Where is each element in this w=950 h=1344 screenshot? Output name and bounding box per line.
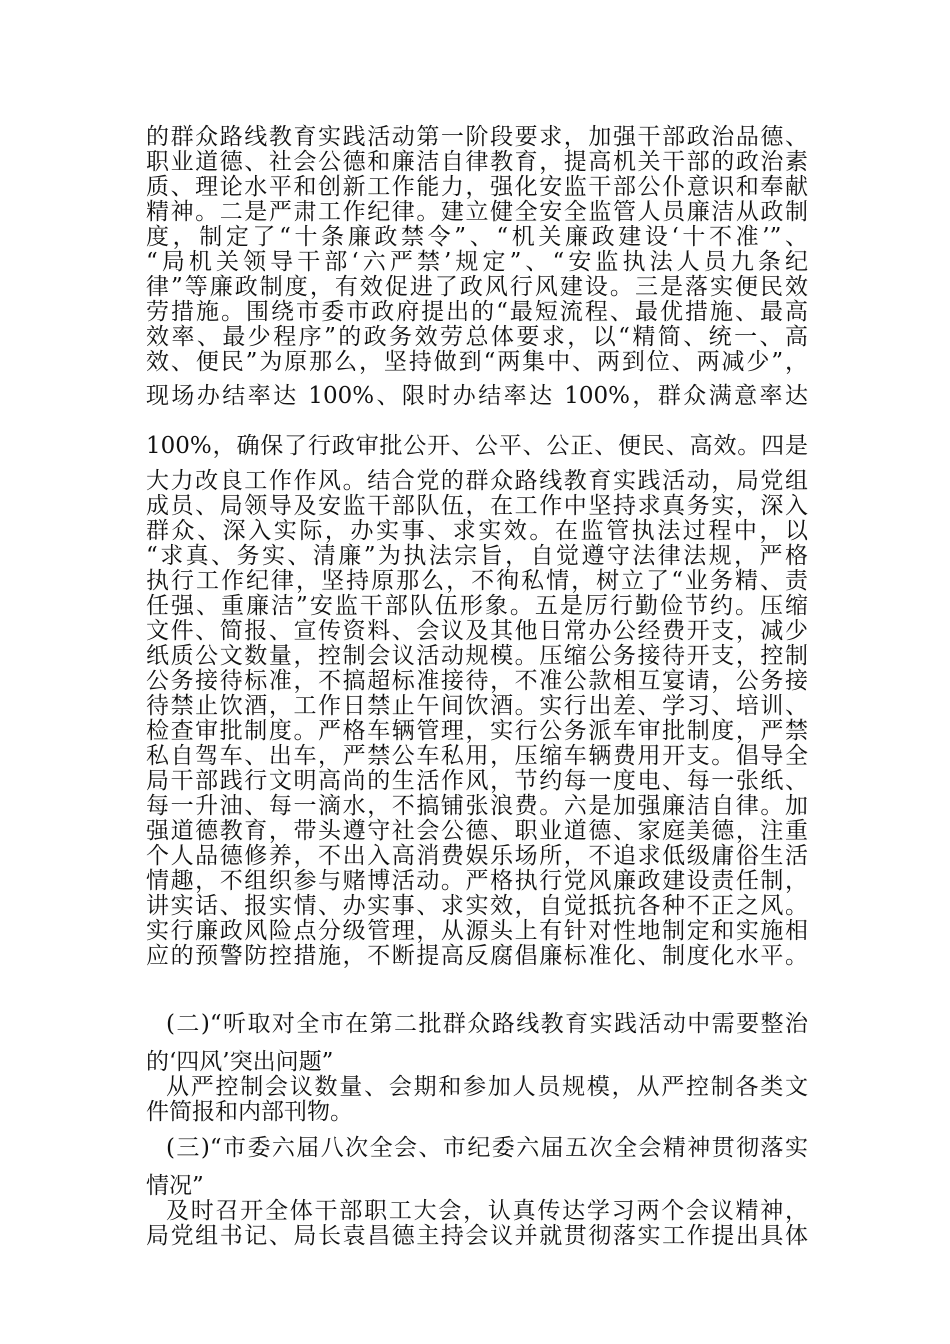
text-line: 100%，确保了行政审批公开、公平、公正、便民、高效。四是: [146, 433, 808, 459]
text-line: 局干部践行文明高尚的生活作风，节约每一度电、每一张纸、: [146, 768, 808, 794]
text-line: 律”等廉政制度，有效促进了政风行风建设。三是落实便民效: [146, 274, 808, 300]
section-heading-3: [146, 1136, 808, 1161]
text-line: 成员、局领导及安监干部队伍，在工作中坚持求真务实，深入: [146, 493, 808, 519]
text-line: 应的预警防控措施，不断提高反腐倡廉标准化、制度化水平。: [146, 943, 808, 969]
text-line: 大力改良工作作风。结合党的群众路线教育实践活动，局党组: [146, 468, 808, 494]
text-line: 度，制定了“十条廉政禁令”、“机关廉政建设‘十不准’”、: [146, 224, 808, 250]
text-line: 纸质公文数量，控制会议活动规模。压缩公务接待开支，控制: [146, 643, 808, 669]
text-line: 检查审批制度。严格车辆管理，实行公务派车审批制度，严禁: [146, 718, 808, 744]
heading-line: 情况”: [146, 1173, 204, 1199]
text-line: 质、理论水平和创新工作能力，强化安监干部公仆意识和奉献: [146, 174, 808, 200]
section-heading-2: [146, 1012, 808, 1037]
text-line: 精神。二是严肃工作纪律。建立健全安全监管人员廉洁从政制: [146, 199, 808, 225]
text-line: 任强、重廉洁”安监干部队伍形象。五是厉行勤俭节约。压缩: [146, 593, 808, 619]
text-line: 个人品德修养，不出入高消费娱乐场所，不追求低级庸俗生活: [146, 843, 808, 869]
paragraph-1: [146, 125, 808, 375]
text-line: 实行廉政风险点分级管理，从源头上有针对性地制定和实施相: [146, 918, 808, 944]
text-line: 现场办结率达 100%、限时办结率达 100%，群众满意率达: [146, 383, 808, 409]
text-line: “求真、务实、清廉”为执法宗旨，自觉遵守法律法规，严格: [146, 543, 808, 569]
text-line: 从严控制会议数量、会期和参加人员规模，从严控制各类文: [166, 1074, 808, 1100]
paragraph-3: [146, 1075, 808, 1125]
text-line: 强道德教育，带头遵守社会公德、职业道德、家庭美德，注重: [146, 818, 808, 844]
text-line: “局机关领导干部‘六严禁’规定”、“安监执法人员九条纪: [146, 249, 808, 275]
section-heading-2-cont: [146, 1050, 808, 1075]
text-line: 讲实话、报实情、办实事、求实效，自觉抵抗各种不正之风。: [146, 893, 808, 919]
text-line: 公务接待标准，不搞超标准接待，不准公款相互宴请，公务接: [146, 668, 808, 694]
heading-line: (二)“听取对全市在第二批群众路线教育实践活动中需要整治: [166, 1011, 808, 1037]
text-line: 执行工作纪律，坚持原那么，不徇私情，树立了“业务精、责: [146, 568, 808, 594]
text-line: 效、便民”为原那么，坚持做到“两集中、两到位、两减少”，: [146, 349, 808, 375]
text-line: 及时召开全体干部职工大会，认真传达学习两个会议精神，: [166, 1198, 808, 1224]
heading-line: 的‘四风’突出问题”: [146, 1049, 334, 1075]
rate-line-2: [146, 434, 808, 459]
text-line: 劳措施。围绕市委市政府提出的“最短流程、最优措施、最高: [146, 299, 808, 325]
text-line: 私自驾车、出车，严禁公车私用，压缩车辆费用开支。倡导全: [146, 743, 808, 769]
text-line: 件简报和内部刊物。: [146, 1099, 353, 1125]
text-line: 待禁止饮酒，工作日禁止午间饮酒。实行出差、学习、培训、: [146, 693, 808, 719]
text-line: 的群众路线教育实践活动第一阶段要求，加强干部政治品德、: [146, 124, 808, 150]
text-line: 局党组书记、局长袁昌德主持会议并就贯彻落实工作提出具体: [146, 1223, 808, 1249]
text-line: 每一升油、每一滴水，不搞铺张浪费。六是加强廉洁自律。加: [146, 793, 808, 819]
text-line: 文件、简报、宣传资料、会议及其他日常办公经费开支，减少: [146, 618, 808, 644]
text-line: 情趣，不组织参与赌博活动。严格执行党风廉政建设责任制，: [146, 868, 808, 894]
section-heading-3-cont: [146, 1174, 808, 1199]
heading-line: (三)“市委六届八次全会、市纪委六届五次全会精神贯彻落实: [166, 1135, 808, 1161]
text-line: 职业道德、社会公德和廉洁自律教育，提高机关干部的政治素: [146, 149, 808, 175]
text-line: 群众、深入实际，办实事、求实效。在监管执法过程中，以: [146, 518, 808, 544]
paragraph-4: [146, 1199, 808, 1249]
rate-line-1: [146, 384, 808, 409]
paragraph-2: [146, 469, 808, 969]
text-line: 效率、最少程序”的政务效劳总体要求，以“精简、统一、高: [146, 324, 808, 350]
